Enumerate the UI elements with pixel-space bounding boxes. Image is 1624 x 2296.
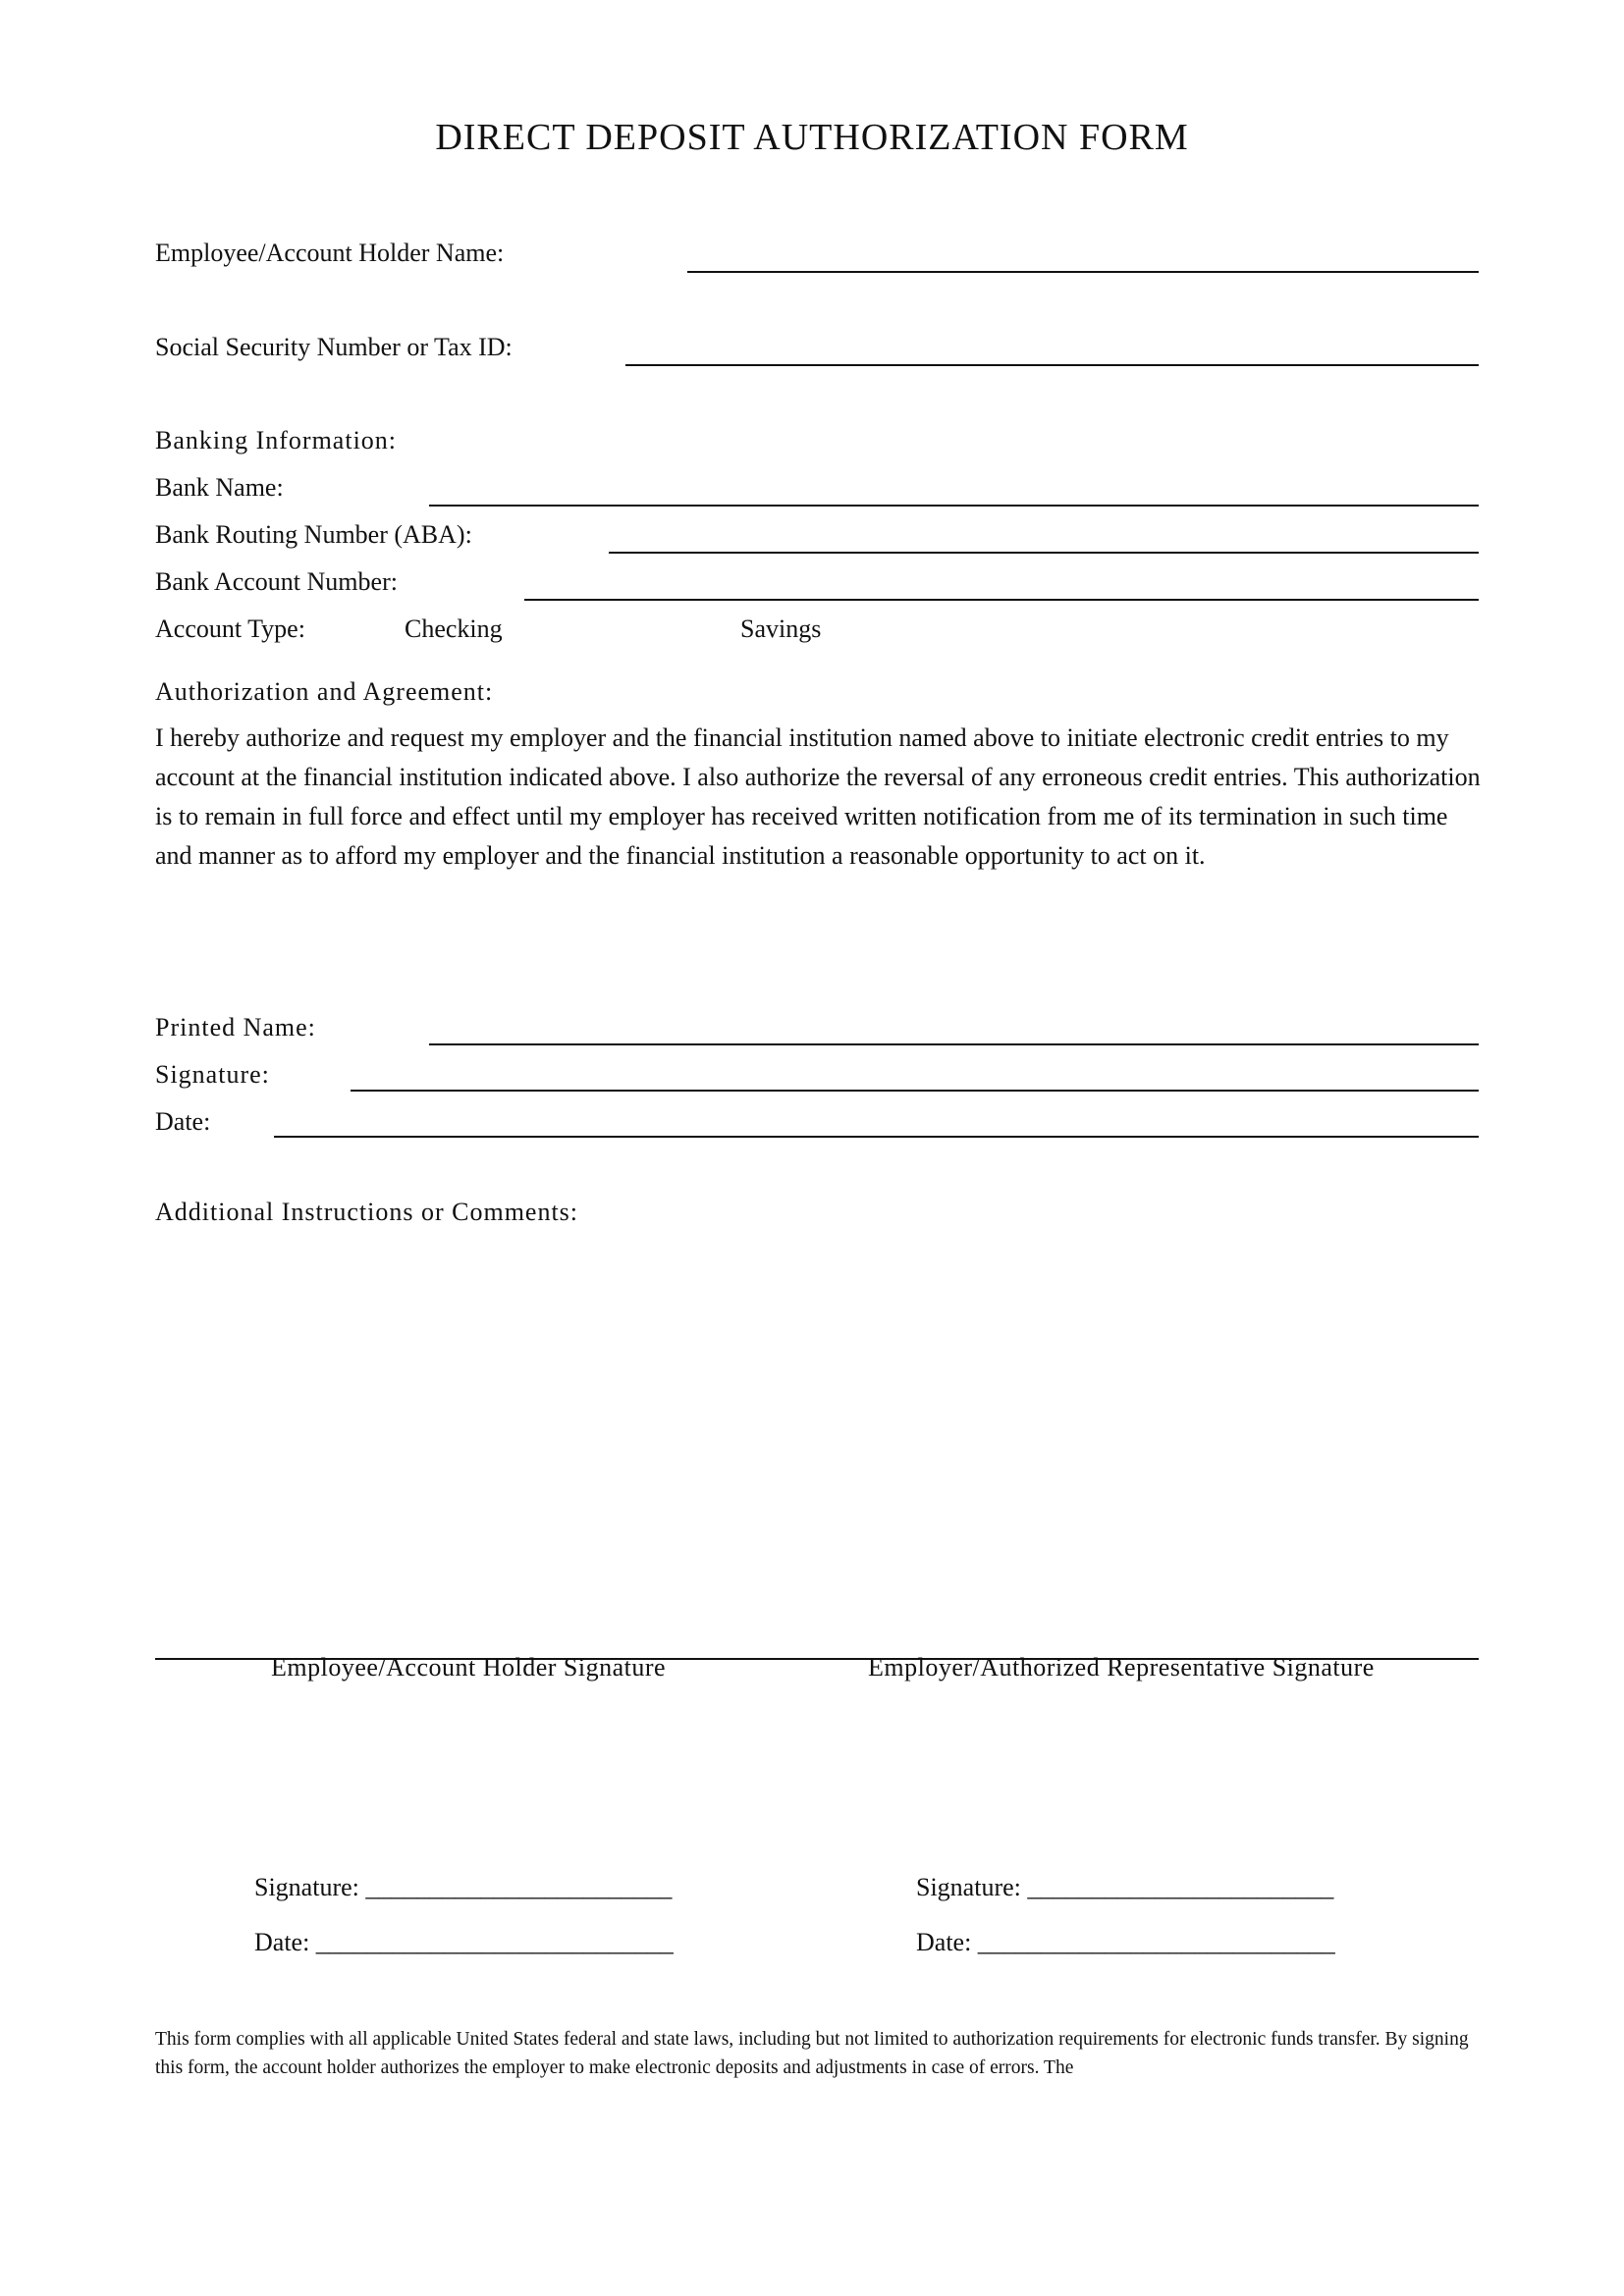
comments-area[interactable]	[155, 1239, 1485, 1635]
comments-label: Additional Instructions or Comments:	[155, 1198, 579, 1226]
employee-name-field[interactable]	[687, 240, 1479, 269]
signature-field[interactable]	[351, 1060, 1479, 1090]
routing-number-underline	[609, 552, 1479, 554]
printed-name-field[interactable]	[429, 1013, 1479, 1042]
employee-signature-caption: Employee/Account Holder Signature	[271, 1653, 667, 1682]
account-number-field[interactable]	[524, 568, 1479, 598]
checking-option[interactable]: Checking	[405, 614, 503, 643]
signature-underline	[351, 1090, 1479, 1092]
account-number-label: Bank Account Number:	[155, 567, 398, 596]
date-field[interactable]	[274, 1107, 1479, 1137]
savings-option[interactable]: Savings	[740, 614, 822, 643]
employer-signature-line[interactable]: Signature: ________________________	[916, 1873, 1334, 1901]
ssn-label: Social Security Number or Tax ID:	[155, 333, 513, 361]
bank-name-underline	[429, 505, 1479, 507]
ssn-field[interactable]	[625, 334, 1479, 363]
bank-name-label: Bank Name:	[155, 473, 284, 502]
banking-information-heading: Banking Information:	[155, 426, 398, 454]
employee-name-label: Employee/Account Holder Name:	[155, 239, 505, 267]
employer-date-line[interactable]: Date: ____________________________	[916, 1928, 1335, 1956]
authorization-heading: Authorization and Agreement:	[155, 677, 494, 706]
printed-name-underline	[429, 1043, 1479, 1045]
date-underline	[274, 1136, 1479, 1138]
account-type-label: Account Type:	[155, 614, 305, 643]
employee-date-line[interactable]: Date: ____________________________	[254, 1928, 674, 1956]
ssn-underline	[625, 364, 1479, 366]
signature-label: Signature:	[155, 1060, 270, 1089]
employee-name-underline	[687, 271, 1479, 273]
employee-signature-line[interactable]: Signature: ________________________	[254, 1873, 673, 1901]
employer-signature-caption: Employer/Authorized Representative Signature	[868, 1653, 1375, 1682]
routing-number-field[interactable]	[609, 521, 1479, 551]
authorization-text: I hereby authorize and request my employer and the financial institution named above to initiate electronic credit entries to my account at the financial institution indicated above. I also authorize the reversal of any erroneous credit entries. This authorization is to remain in full force and effect until my employer has received written notification from me of its termination in such time and manner as to afford my employer and the financial institution a reasonable opportunity to act on it.	[155, 723, 1481, 870]
routing-number-label: Bank Routing Number (ABA):	[155, 520, 472, 549]
bank-name-field[interactable]	[429, 474, 1479, 504]
form-title: DIRECT DEPOSIT AUTHORIZATION FORM	[435, 117, 1189, 158]
date-label: Date:	[155, 1107, 211, 1136]
account-number-underline	[524, 599, 1479, 601]
compliance-footer: This form complies with all applicable United States federal and state laws, including but not limited to authorization requirements for electronic funds transfer. By signing this form, the account holder authorizes the employer to make electronic deposits and adjustments in case of errors. The	[155, 2029, 1469, 2078]
printed-name-label: Printed Name:	[155, 1013, 316, 1041]
